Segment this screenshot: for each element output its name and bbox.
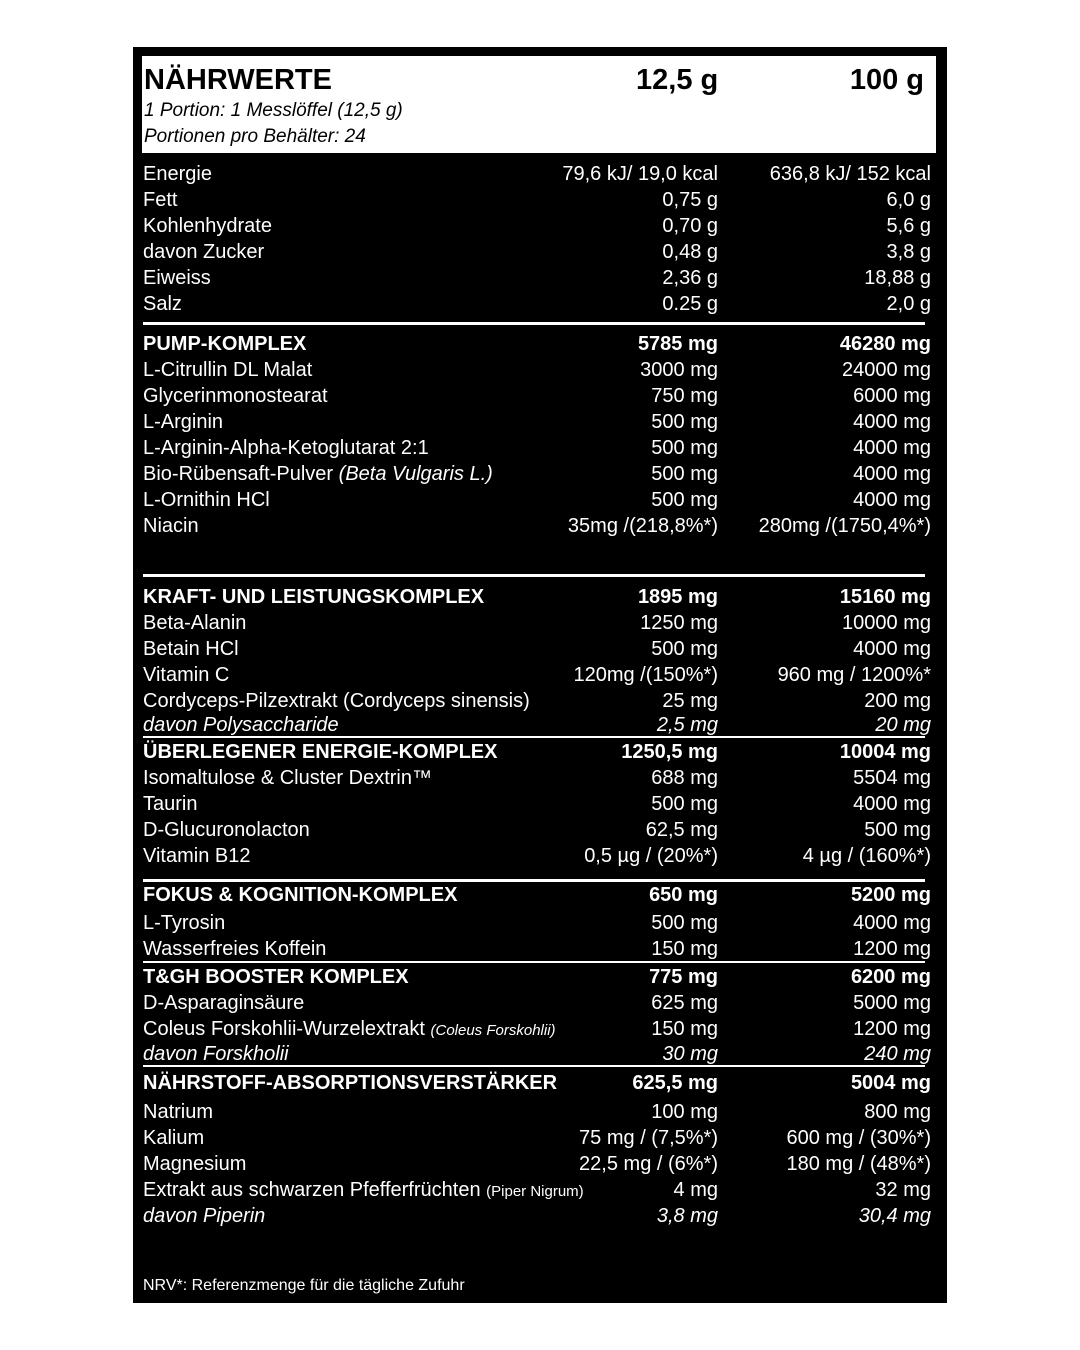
serving-value: 62,5 mg — [645, 819, 718, 841]
serving-value: 650 mg — [649, 884, 718, 906]
serving-value: 0.25 g — [662, 293, 718, 315]
ingredient-row — [143, 1125, 931, 1151]
serving-value: 688 mg — [651, 767, 718, 789]
serving-value: 500 mg — [651, 912, 718, 934]
ingredient-label — [143, 1177, 584, 1205]
per-100g-value: 46280 mg — [839, 333, 931, 355]
serving-value: 3,8 mg — [656, 1205, 718, 1227]
ingredient-label: Isomaltulose & Cluster Dextrin™ — [143, 767, 432, 789]
ingredient-row — [143, 791, 931, 817]
ingredient-row — [143, 435, 931, 461]
section-divider — [143, 574, 925, 577]
serving-value: 625 mg — [651, 992, 718, 1014]
serving-value: 500 mg — [651, 437, 718, 459]
per-100g-value: 800 mg — [864, 1101, 931, 1123]
section-title: KRAFT- UND LEISTUNGSKOMPLEX — [143, 586, 485, 608]
ingredient-label: Kalium — [143, 1127, 205, 1149]
ingredient-label: D-Glucuronolacton — [143, 819, 310, 841]
serving-value: 1895 mg — [637, 586, 718, 608]
ingredient-row — [143, 357, 931, 383]
ingredient-label: Wasserfreies Koffein — [143, 938, 327, 960]
nutrient-row-salz — [143, 291, 931, 317]
ingredient-label: Magnesium — [143, 1153, 247, 1175]
ingredient-latin-name: (Coleus Forskohlii) — [430, 1022, 556, 1039]
per-100g-value: 15160 mg — [839, 586, 931, 608]
ingredient-row — [143, 688, 931, 714]
ingredient-row — [143, 1016, 931, 1042]
ingredient-row — [143, 1151, 931, 1177]
ingredient-row — [143, 910, 931, 936]
section-header-fokus — [143, 882, 931, 908]
nutrient-label: davon Zucker — [143, 241, 265, 263]
serving-value: 79,6 kJ/ 19,0 kcal — [562, 163, 718, 185]
nrv-footnote: NRV*: Referenzmenge für die tägliche Zufuhr — [143, 1277, 465, 1294]
nutrient-row-zucker — [143, 239, 931, 265]
ingredient-label: L-Arginin-Alpha-Ketoglutarat 2:1 — [143, 437, 429, 459]
section-divider — [143, 961, 925, 963]
section-title: PUMP-KOMPLEX — [143, 333, 307, 355]
ingredient-label: Natrium — [143, 1101, 214, 1123]
per-100g-value: 4000 mg — [853, 437, 931, 459]
per-100g-value: 1200 mg — [853, 938, 931, 960]
per-100g-value: 24000 mg — [842, 359, 931, 381]
ingredient-label — [143, 461, 493, 487]
ingredient-label: Niacin — [143, 515, 199, 537]
ingredient-row — [143, 1177, 931, 1203]
ingredient-label: L-Arginin — [143, 411, 224, 433]
section-divider — [143, 1065, 925, 1067]
per-100g-value: 4000 mg — [853, 463, 931, 485]
ingredient-label: Betain HCl — [143, 638, 239, 660]
serving-value: 1250 mg — [640, 612, 718, 634]
ingredient-label: davon Piperin — [143, 1205, 266, 1227]
ingredient-label: davon Forskholii — [143, 1043, 289, 1065]
nutrient-label: Eiweiss — [143, 267, 211, 289]
per-100g-value: 500 mg — [864, 819, 931, 841]
serving-value: 100 mg — [651, 1101, 718, 1123]
ingredient-name: Bio-Rübensaft-Pulver — [143, 463, 334, 485]
serving-value: 0,48 g — [662, 241, 718, 263]
ingredient-label: Vitamin B12 — [143, 845, 251, 867]
per-100g-value: 4000 mg — [853, 638, 931, 660]
serving-value: 150 mg — [651, 938, 718, 960]
nutrient-row-kohlenhydrate — [143, 213, 931, 239]
section-title: FOKUS & KOGNITION-KOMPLEX — [143, 884, 458, 906]
serving-value: 775 mg — [649, 966, 718, 988]
per-100g-value: 600 mg / (30%*) — [786, 1127, 931, 1149]
serving-value: 4 mg — [673, 1179, 718, 1201]
section-header-energie — [143, 739, 931, 765]
per-100g-value: 240 mg — [864, 1043, 931, 1065]
ingredient-latin-name: (Beta Vulgaris L.) — [338, 463, 493, 485]
per-100g-value: 960 mg / 1200%* — [777, 664, 931, 686]
per-100g-value: 32 mg — [875, 1179, 931, 1201]
per-100g-value: 6000 mg — [853, 385, 931, 407]
nutrient-row-energie — [143, 161, 931, 187]
ingredient-label: L-Ornithin HCl — [143, 489, 270, 511]
per-100g-value: 4000 mg — [853, 489, 931, 511]
ingredient-row — [143, 990, 931, 1016]
ingredient-row — [143, 1203, 931, 1229]
per-100g-value: 5504 mg — [853, 767, 931, 789]
per-100g-value: 280mg /(1750,4%*) — [758, 515, 931, 537]
ingredient-label: davon Polysaccharide — [143, 714, 339, 736]
serving-value: 0,70 g — [662, 215, 718, 237]
ingredient-label: Cordyceps-Pilzextrakt (Cordyceps sinensis) — [143, 690, 530, 712]
per-100g-value: 6200 mg — [850, 966, 931, 988]
header-serving-column: 12,5 g — [636, 64, 719, 96]
serving-value: 30 mg — [662, 1043, 718, 1065]
serving-value: 1250,5 mg — [621, 741, 718, 763]
containers-info: Portionen pro Behälter: 24 — [144, 126, 366, 147]
per-100g-value: 2,0 g — [886, 293, 931, 315]
per-100g-value: 5200 mg — [850, 884, 931, 906]
per-100g-value: 4000 mg — [853, 411, 931, 433]
serving-value: 35mg /(218,8%*) — [567, 515, 718, 537]
per-100g-value: 4 µg / (160%*) — [802, 845, 931, 867]
ingredient-row — [143, 712, 931, 738]
ingredient-row — [143, 662, 931, 688]
ingredient-row — [143, 936, 931, 962]
ingredient-row — [143, 817, 931, 843]
nutrient-row-fett — [143, 187, 931, 213]
serving-value: 2,36 g — [662, 267, 718, 289]
ingredient-row — [143, 610, 931, 636]
ingredient-row — [143, 636, 931, 662]
per-100g-value: 4000 mg — [853, 793, 931, 815]
per-100g-value: 6,0 g — [886, 189, 931, 211]
ingredient-row — [143, 513, 931, 539]
per-100g-value: 30,4 mg — [858, 1205, 931, 1227]
section-title: T&GH BOOSTER KOMPLEX — [143, 966, 409, 988]
header-title: NÄHRWERTE — [144, 64, 332, 96]
serving-value: 500 mg — [651, 411, 718, 433]
serving-value: 500 mg — [651, 793, 718, 815]
nutrient-row-eiweiss — [143, 265, 931, 291]
serving-value: 500 mg — [651, 463, 718, 485]
ingredient-label: D-Asparaginsäure — [143, 992, 305, 1014]
ingredient-name: Coleus Forskohlii-Wurzelextrakt — [143, 1018, 425, 1040]
per-100g-value: 5004 mg — [850, 1072, 931, 1094]
per-100g-value: 18,88 g — [864, 267, 931, 289]
serving-value: 0,5 µg / (20%*) — [584, 845, 718, 867]
ingredient-label: L-Tyrosin — [143, 912, 226, 934]
ingredient-row — [143, 383, 931, 409]
section-header-pump — [143, 331, 931, 357]
ingredient-row — [143, 409, 931, 435]
section-divider — [143, 736, 925, 738]
section-header-absorption — [143, 1070, 931, 1096]
per-100g-value: 636,8 kJ/ 152 kcal — [769, 163, 931, 185]
ingredient-row — [143, 1099, 931, 1125]
per-100g-value: 5,6 g — [886, 215, 931, 237]
ingredient-row — [143, 1041, 931, 1067]
ingredient-label: Glycerinmonostearat — [143, 385, 328, 407]
serving-value: 750 mg — [651, 385, 718, 407]
ingredient-label: L-Citrullin DL Malat — [143, 359, 313, 381]
nutrition-panel — [133, 47, 947, 1303]
ingredient-row — [143, 765, 931, 791]
per-100g-value: 10000 mg — [842, 612, 931, 634]
header-100g-column: 100 g — [849, 64, 924, 96]
serving-value: 5785 mg — [637, 333, 718, 355]
section-divider — [143, 322, 925, 325]
ingredient-row — [143, 461, 931, 487]
section-header-kraft — [143, 584, 931, 610]
nutrient-label: Kohlenhydrate — [143, 215, 272, 237]
nutrition-header — [142, 56, 936, 153]
per-100g-value: 180 mg / (48%*) — [786, 1153, 931, 1175]
portion-info: 1 Portion: 1 Messlöffel (12,5 g) — [144, 100, 403, 121]
per-100g-value: 10004 mg — [839, 741, 931, 763]
ingredient-row — [143, 843, 931, 869]
ingredient-label: Vitamin C — [143, 664, 230, 686]
per-100g-value: 3,8 g — [886, 241, 931, 263]
serving-value: 625,5 mg — [632, 1072, 718, 1094]
per-100g-value: 1200 mg — [853, 1018, 931, 1040]
nutrient-label: Fett — [143, 189, 178, 211]
per-100g-value: 20 mg — [875, 714, 931, 736]
per-100g-value: 5000 mg — [853, 992, 931, 1014]
ingredient-name: Extrakt aus schwarzen Pfefferfrüchten — [143, 1179, 481, 1201]
serving-value: 0,75 g — [662, 189, 718, 211]
nutrient-label: Energie — [143, 163, 212, 185]
ingredient-label: Beta-Alanin — [143, 612, 247, 634]
serving-value: 500 mg — [651, 638, 718, 660]
ingredient-label — [143, 1016, 556, 1044]
section-title: ÜBERLEGENER ENERGIE-KOMPLEX — [143, 741, 498, 763]
section-title: NÄHRSTOFF-ABSORPTIONSVERSTÄRKER — [143, 1072, 558, 1094]
nutrient-label: Salz — [143, 293, 182, 315]
serving-value: 500 mg — [651, 489, 718, 511]
per-100g-value: 200 mg — [864, 690, 931, 712]
section-header-tgh — [143, 964, 931, 990]
serving-value: 75 mg / (7,5%*) — [579, 1127, 718, 1149]
serving-value: 2,5 mg — [656, 714, 718, 736]
serving-value: 120mg /(150%*) — [573, 664, 718, 686]
serving-value: 150 mg — [651, 1018, 718, 1040]
per-100g-value: 4000 mg — [853, 912, 931, 934]
ingredient-label: Taurin — [143, 793, 198, 815]
ingredient-row — [143, 487, 931, 513]
serving-value: 22,5 mg / (6%*) — [579, 1153, 718, 1175]
ingredient-latin-name: (Piper Nigrum) — [486, 1183, 584, 1200]
serving-value: 25 mg — [662, 690, 718, 712]
serving-value: 3000 mg — [640, 359, 718, 381]
